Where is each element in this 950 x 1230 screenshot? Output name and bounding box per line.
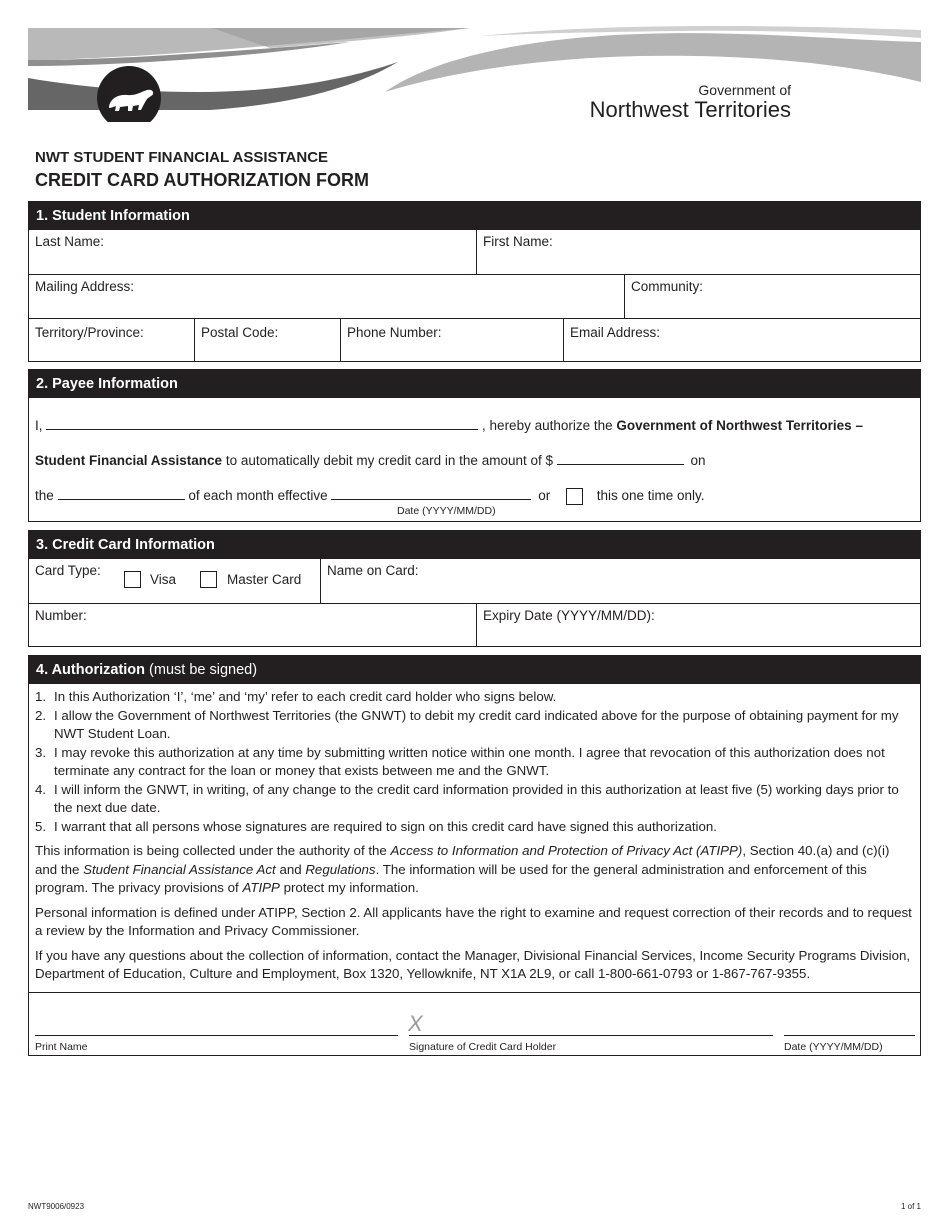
visa-checkbox[interactable] [124,571,141,588]
payee-name-line[interactable] [46,417,478,430]
name-on-card-label: Name on Card: [327,563,419,578]
must-be-signed-note: (must be signed) [149,662,258,678]
authorization-heading: 4. Authorization [36,662,146,678]
sfa-bold-text: Student Financial Assistance [35,453,223,468]
the-text: the [35,488,54,503]
list-item: 5. I warrant that all persons whose signatures are required to sign on this credit card have signed this authorization. [35,818,717,834]
payee-body [29,398,920,522]
polar-bear-icon [95,66,163,122]
list-item: 2. I allow the Government of Northwest Territories (the GNWT) to debit my credit card indicated above for the purpose of obtaining payment for my NWT Student Loan. [35,707,899,741]
northwest-territories-label: Northwest Territories [589,97,791,122]
card-type-field [29,559,320,603]
effective-date-line[interactable] [331,487,531,500]
debit-amount-text: to automatically debit my credit card in the amount of $ [225,453,553,468]
student-information-section [28,201,921,362]
government-of-label: Government of [698,82,791,98]
effective-text: of each month effective [188,488,328,503]
authorization-section [28,655,921,1056]
form-code: NWT9006/0923 [28,1202,85,1211]
phone-label: Phone Number: [347,325,442,340]
mastercard-checkbox[interactable] [200,571,217,588]
list-item: 4. I will inform the GNWT, in writing, of any change to the credit card information provided in this authorization at least five (5) working days prior to the next due date. [35,781,899,815]
mastercard-label: Master Card [227,572,302,587]
personal-information-paragraph: Personal information is defined under ATIPP, Section 2. All applicants have the right to examine and request correction of their records and to request a review by the Information and Privacy Commissioner. [35,904,912,938]
authorization-text [29,684,920,984]
name-on-card-field[interactable] [320,559,920,603]
first-name-label: First Name: [483,234,553,249]
last-name-field[interactable] [29,230,476,274]
day-of-month-line[interactable] [58,487,185,500]
authorization-terms-list [35,688,914,836]
signature-x-mark: X [408,1010,423,1036]
section-heading: 3. Credit Card Information [29,531,920,559]
card-number-field[interactable] [29,604,476,646]
payee-information-section [28,369,921,522]
section-heading [29,656,920,684]
expiry-date-field[interactable] [476,604,920,646]
section-heading: 1. Student Information [29,202,920,230]
signature-line[interactable] [409,1035,773,1036]
list-item: 1. In this Authorization ‘I’, ‘me’ and ‘my’ refer to each credit card holder who signs below. [35,689,557,704]
community-field[interactable] [624,275,920,318]
print-name-label: Print Name [35,1040,88,1053]
gnwt-bold-text: Government of Northwest Territories – [616,418,863,433]
one-time-checkbox[interactable] [566,488,583,505]
date-format-hint: Date (YYYY/MM/DD) [397,505,496,517]
collection-authority-paragraph: This information is being collected under the authority of the Access to Information and Protection of Privacy Act (ATIPP), Section 40.(a) and (c)(i) and the Student Financial Assistance Act and Regulations. The information will be used for the general administration and enforcement of this program. The privacy provisions of ATIPP protect my information. [35,843,890,895]
card-number-label: Number: [35,608,87,623]
contact-paragraph: If you have any questions about the collection of information, contact the Manager, Divisional Financial Services, Income Security Programs Division, Department of Education, Culture and Employment, Box 1320, Yellowknife, NT X1A 2L9, or call 1-800-661-0793 or 1-867-767-9355. [35,947,911,981]
email-label: Email Address: [570,325,661,340]
print-name-line[interactable] [35,1035,398,1036]
postal-code-label: Postal Code: [201,325,279,340]
postal-code-field[interactable] [194,319,340,361]
expiry-date-label: Expiry Date (YYYY/MM/DD): [483,608,655,623]
or-text: or [538,488,551,503]
credit-card-information-section [28,530,921,647]
first-name-field[interactable] [476,230,920,274]
card-type-label: Card Type: [35,563,101,578]
signature-date-line[interactable] [784,1035,915,1036]
page-number: 1 of 1 [900,1202,921,1211]
signature-label: Signature of Credit Card Holder [409,1040,557,1053]
mailing-address-label: Mailing Address: [35,279,135,294]
form-title: CREDIT CARD AUTHORIZATION FORM [35,170,369,190]
list-item: 3. I may revoke this authorization at any time by submitting written notice within one month. I agree that revocation of this authorization does not terminate any contract for the loan or money that exists between me and the GNWT. [35,744,885,778]
one-time-text: this one time only. [596,488,705,503]
signature-area [29,992,920,1061]
territory-province-field[interactable] [29,319,194,361]
amount-line[interactable] [557,452,684,465]
payee-i-label: I, [35,418,43,433]
authorize-text: , hereby authorize the [482,418,613,433]
program-name: NWT STUDENT FINANCIAL ASSISTANCE [35,149,329,166]
email-address-field[interactable] [563,319,920,361]
visa-label: Visa [150,572,177,587]
phone-number-field[interactable] [340,319,563,361]
community-label: Community: [631,279,704,294]
signature-date-label: Date (YYYY/MM/DD) [784,1040,883,1053]
territory-label: Territory/Province: [35,325,144,340]
on-text: on [690,453,706,468]
mailing-address-field[interactable] [29,275,624,318]
last-name-label: Last Name: [35,234,105,249]
section-heading: 2. Payee Information [29,370,920,398]
